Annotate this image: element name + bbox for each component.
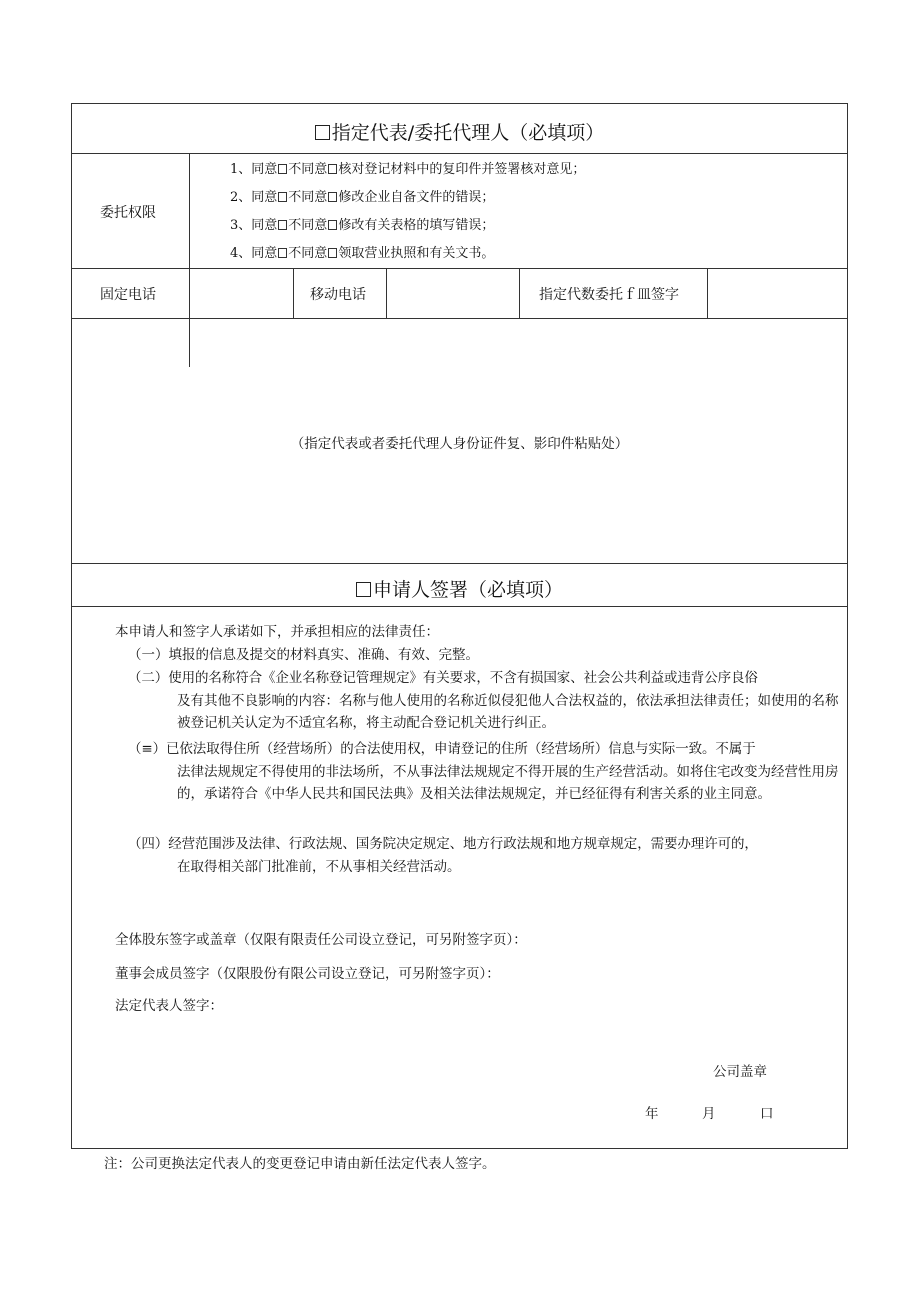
disagree-checkbox-icon[interactable]	[328, 248, 337, 258]
authority-label: 委托权限	[100, 205, 156, 221]
agree-checkbox-icon[interactable]	[278, 192, 287, 202]
footnote: 注：公司更换法定代表人的变更登记申请由新任法定代表人签字。	[104, 1156, 496, 1172]
mobile-phone-field[interactable]	[387, 269, 519, 317]
promise-intro: 本申请人和签字人承诺如下，并承担相应的法律责任：	[115, 624, 439, 640]
divider	[72, 606, 847, 607]
disagree-checkbox-icon[interactable]	[328, 164, 337, 174]
divider	[72, 563, 847, 564]
date-day-label: 口	[760, 1106, 774, 1122]
agree-checkbox-icon[interactable]	[278, 248, 287, 258]
agent-sign-label: 指定代数委托ｆ皿签字	[539, 287, 679, 303]
company-seal-label: 公司盖章	[713, 1064, 767, 1080]
disagree-checkbox-icon[interactable]	[328, 192, 337, 202]
divider	[519, 268, 520, 318]
board-sign-label: 董事会成员签字（仅限股份有限公司设立登记，可另附签字页）：	[115, 966, 500, 982]
shareholders-sign-label: 全体股东签字或盖章（仅限有限责任公司设立登记，可另附签字页）：	[115, 932, 527, 948]
checkbox-icon[interactable]	[315, 125, 330, 140]
fixed-phone-field[interactable]	[190, 269, 293, 317]
agree-checkbox-icon[interactable]	[278, 220, 287, 230]
promise-item-2: （二）使用的名称符合《企业名称登记管理规定》有关要求，不含有损国家、社会公共利益或违背公序良俗 及有其他不良影响的内容：名称与他人使用的名称近似侵犯他人合法权益的，依法承担法律责任；如使用的名称被登记机关认定为不适宜名称，将主动配合登记机关进行纠正。	[128, 670, 839, 732]
authority-item-3: 3、同意 不同意 修改有关表格的填写错误；	[230, 218, 495, 233]
applicant-section-title-text: 申请人签署（必填项）	[372, 579, 563, 601]
id-paste-hint: （指定代表或者委托代理人身份证件复、影印件粘贴处）	[290, 436, 629, 452]
promise-item-1: （一）填报的信息及提交的材料真实、准确、有效、完整。	[128, 647, 479, 663]
agent-section-title-text: 指定代表/委托代理人（必填项）	[331, 122, 605, 144]
authority-item-2: 2、同意 不同意 修改企业自备文件的错误；	[230, 190, 495, 205]
promise-item-4: （四）经营范围涉及法律、行政法规、国务院决定规定、地方行政法规和地方规章规定，需要办理许可的， 在取得相关部门批准前，不从事相关经营活动。	[128, 836, 758, 875]
applicant-section-title	[72, 575, 847, 602]
agree-checkbox-icon[interactable]	[278, 164, 287, 174]
authority-item-1: 1、同意 不同意 核对登记材料中的复印件并签署核对意见；	[230, 162, 586, 177]
date-year-label: 年	[645, 1106, 659, 1122]
mobile-phone-label: 移动电话	[310, 287, 366, 303]
authority-item-4: 4、同意 不同意 领取营业执照和有关文书。	[230, 246, 495, 261]
legal-rep-sign-label: 法定代表人签字：	[115, 998, 223, 1014]
divider	[293, 268, 294, 318]
application-form	[71, 103, 848, 1149]
disagree-checkbox-icon[interactable]	[328, 220, 337, 230]
checkbox-icon[interactable]	[356, 582, 371, 597]
agent-signature-field[interactable]	[708, 269, 846, 317]
fixed-phone-label: 固定电话	[100, 287, 156, 303]
agent-section-title	[72, 118, 847, 145]
date-month-label: 月	[702, 1106, 716, 1122]
promise-item-3: （≡）已依法取得住所（经营场所）的合法使用权，申请登记的住所（经营场所）信息与实际一致。不属于 法律法规规定不得使用的非法场所，不从事法律法规规定不得开展的生产经营活动。如将住宅改变为经营性用房的，承诺符合《中华人民共和国民法典》及相关法律法规规定，并已经征得有利害关系的业主同意。	[128, 741, 839, 803]
